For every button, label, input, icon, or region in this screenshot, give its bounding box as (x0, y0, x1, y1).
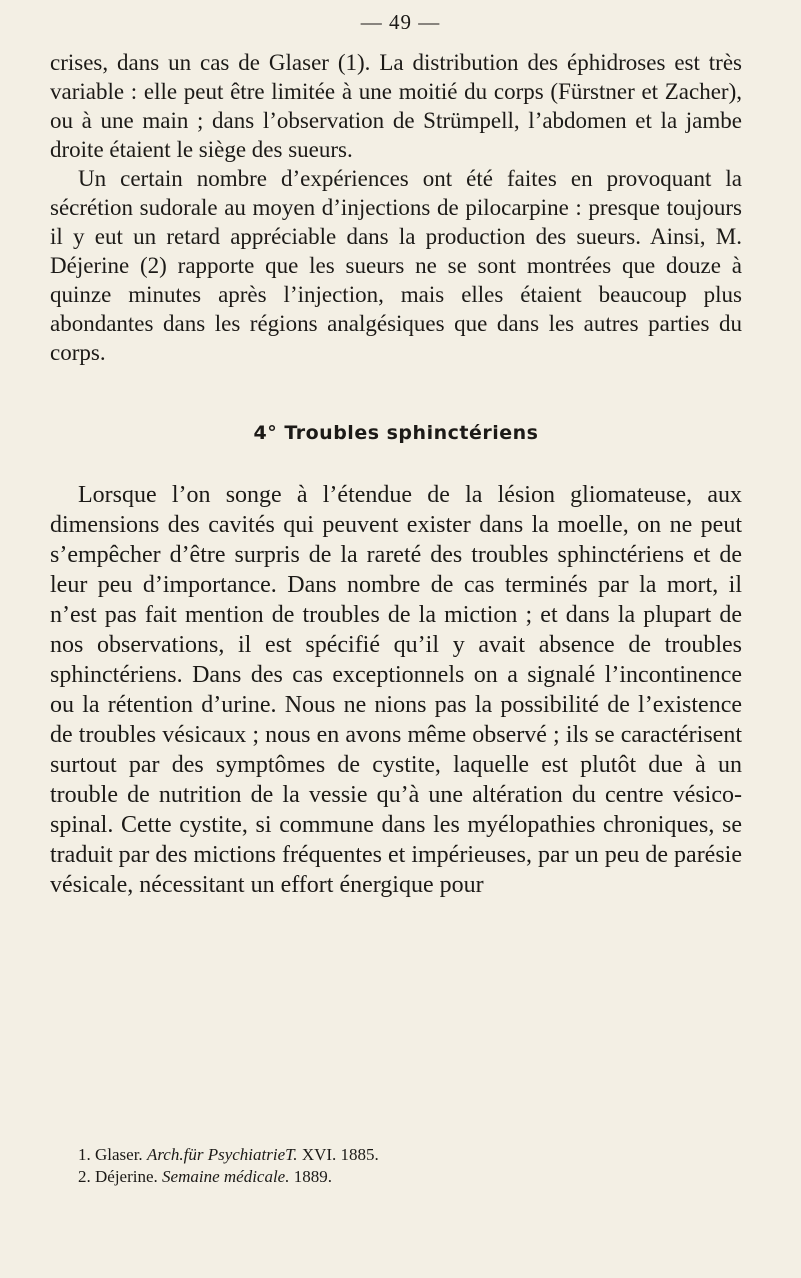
main-text-block (50, 48, 742, 900)
page-number: — 49 — (360, 10, 441, 34)
footnote-work: Semaine médicale. (162, 1167, 290, 1186)
footnote-details: 1889. (293, 1167, 332, 1186)
footnote-2 (78, 1166, 738, 1188)
paragraph-pilocarpine: Un certain nombre d’expériences ont été faites en provoquant la sécrétion sudorale au moyen d’injections de pilocarpine : presque toujours il y eut un retard appréciable dans la production des sueurs. Ainsi, M. Déjerine (2) rapporte que les sueurs ne se sont montrées que douze à quinze minutes après l’injection, mais elles étaient beaucoup plus abondantes dans les régions analgésiques que dans les autres parties du corps. (50, 166, 742, 365)
footnote-author: Glaser. (95, 1145, 143, 1164)
footnotes (78, 1144, 738, 1188)
footnote-details: XVI. 1885. (301, 1145, 379, 1164)
footnote-work: Arch.für PsychiatrieT. (146, 1145, 298, 1164)
footnote-author: Déjerine. (95, 1167, 158, 1186)
footnote-number: 1. (78, 1145, 91, 1164)
footnote-number: 2. (78, 1167, 91, 1186)
paragraph-sphincter-troubles: Lorsque l’on songe à l’étendue de la lésion gliomateuse, aux dimensions des cavités qui peuvent exister dans la moelle, on ne peut s’empêcher d’être surpris de la rareté des troubles sphinctériens et de leur peu d’importance. Dans nombre de cas terminés par la mort, il n’est pas fait mention de troubles de la miction ; et dans la plupart de nos observations, il est spécifié qu’il y avait absence de troubles sphinctériens. Dans des cas exceptionnels on a signalé l’incontinence ou la rétention d’urine. Nous ne nions pas la possibilité de l’existence de troubles vésicaux ; nous en avons même observé ; ils se caractérisent surtout par des symptômes de cystite, laquelle est plutôt due à un trouble de nutrition de la vessie qu’à une altération du centre vésico-spinal. Cette cystite, si commune dans les myélopathies chroniques, se traduit par des mictions fréquentes et impérieuses, par un peu de parésie vésicale, nécessitant un effort énergique pour (50, 482, 742, 898)
paragraph-ephidroses: crises, dans un cas de Glaser (1). La distribution des éphidroses est très variable : elle peut être limitée à une moitié du corps (Fürstner et Zacher), ou à une main ; dans l’observation de Strümpell, l’abdomen et la jambe droite étaient le siège des sueurs. (50, 50, 742, 162)
footnote-1 (78, 1144, 738, 1166)
section-heading: 4° Troubles sphinctériens (253, 422, 539, 444)
